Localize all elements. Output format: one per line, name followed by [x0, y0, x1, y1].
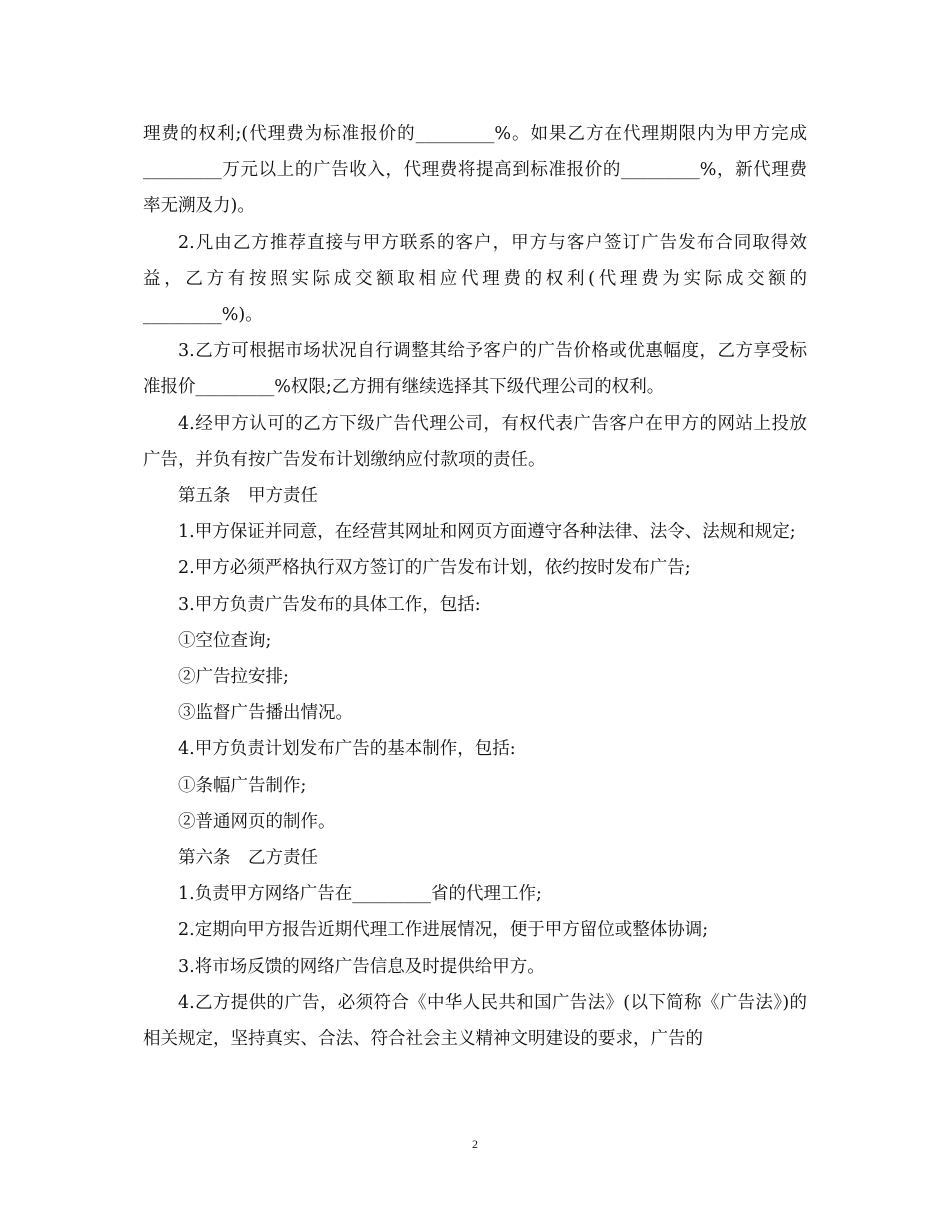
paragraph-recommended-clients: 2.凡由乙方推荐直接与甲方联系的客户，甲方与客户签订广告发布合同取得效益，乙方有按照实际成交额取相应代理费的权利(代理费为实际成交额的_________%)。: [143, 232, 807, 326]
list-item-webpage-production: ②普通网页的制作。: [178, 811, 336, 832]
document-body: [143, 116, 807, 1057]
paragraph-agency-fee-rights: 理费的权利;(代理费为标准报价的_________%。如果乙方在代理期限内为甲方完成_________万元以上的广告收入，代理费将提高到标准报价的_________%，新代理费率无溯及力)。: [143, 124, 807, 217]
paragraph-party-a-production: 4.甲方负责计划发布广告的基本制作，包括:: [178, 739, 516, 760]
paragraph-sub-agency: 4.经甲方认可的乙方下级广告代理公司，有权代表广告客户在甲方的网站上投放广告，并负有按广告发布计划缴纳应付款项的责任。: [143, 413, 807, 470]
paragraph-market-feedback: 3.将市场反馈的网络广告信息及时提供给甲方。: [178, 956, 545, 977]
paragraph-party-a-publishing-work: 3.甲方负责广告发布的具体工作，包括:: [178, 594, 481, 615]
list-item-monitor-broadcast: ③监督广告播出情况。: [178, 703, 353, 724]
paragraph-party-a-schedule: 2.甲方必须严格执行双方签订的广告发布计划，依约按时发布广告;: [178, 558, 691, 579]
section-heading-article-6: 第六条 乙方责任: [178, 848, 318, 869]
list-item-slot-query: ①空位查询;: [178, 630, 272, 651]
page-number: 2: [472, 1137, 478, 1151]
section-heading-article-5: 第五条 甲方责任: [178, 486, 318, 507]
paragraph-province-agency: 1.负责甲方网络广告在_________省的代理工作;: [178, 884, 542, 905]
list-item-banner-production: ①条幅广告制作;: [178, 775, 307, 796]
list-item-ad-arrangement: ②广告拉安排;: [178, 667, 289, 688]
paragraph-advertising-law: 4.乙方提供的广告，必须符合《中华人民共和国广告法》(以下简称《广告法》)的相关规定，坚持真实、合法、符合社会主义精神文明建设的要求，广告的: [143, 992, 807, 1050]
paragraph-party-a-compliance: 1.甲方保证并同意，在经营其网址和网页方面遵守各种法律、法令、法规和规定;: [178, 522, 796, 543]
paragraph-price-adjustment: 3.乙方可根据市场状况自行调整其给予客户的广告价格或优惠幅度，乙方享受标准报价_________%权限;乙方拥有继续选择其下级代理公司的权利。: [143, 341, 807, 398]
paragraph-progress-report: 2.定期向甲方报告近期代理工作进展情况，便于甲方留位或整体协调;: [178, 920, 709, 941]
